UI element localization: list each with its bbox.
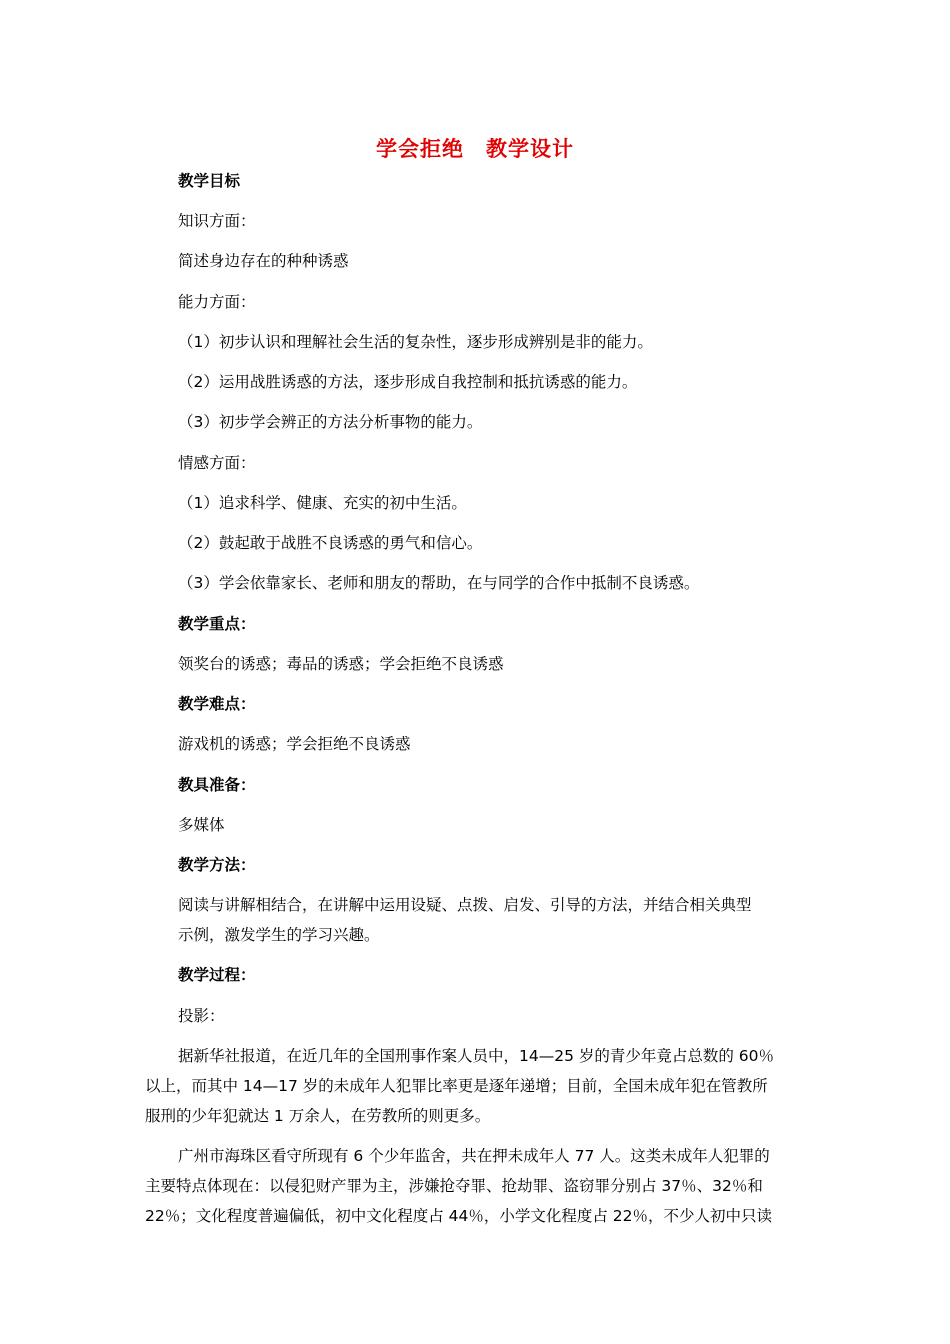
para2-line: 广州市海珠区看守所现有 6 个少年监舍，共在押未成年人 77 人。这类未成年人犯罪的 [178,1147,770,1165]
para1-line: 服刑的少年犯就达 1 万余人，在劳教所的则更多。 [145,1107,491,1125]
key-heading: 教学重点： [178,615,256,633]
tools-text: 多媒体 [178,816,225,834]
method-line-text: 阅读与讲解相结合，在讲解中运用设疑、点拨、启发、引导的方法，并结合相关典型 [178,896,752,914]
key-text: 领奖台的诱惑；毒品的诱惑；学会拒绝不良诱惑 [178,655,504,673]
emotion-item: （3）学会依靠家长、老师和朋友的帮助，在与同学的合作中抵制不良诱惑。 [178,574,700,592]
emotion-heading: 情感方面： [178,454,256,472]
process-heading: 教学过程： [178,966,256,984]
para2-line: 22％；文化程度普遍偏低，初中文化程度占 44％，小学文化程度占 22％，不少人初中只读 [145,1207,773,1225]
method-line: 示例，激发学生的学习兴趣。 [178,926,380,944]
ability-heading: 能力方面： [178,293,256,311]
para1-line: 以上，而其中 14—17 岁的未成年人犯罪比率更是逐年递增；目前，全国未成年犯在管教所 [145,1077,768,1095]
ability-item: （1）初步认识和理解社会生活的复杂性，逐步形成辨别是非的能力。 [178,333,653,351]
ability-item: （3）初步学会辨正的方法分析事物的能力。 [178,413,483,431]
method-heading: 教学方法： [178,856,256,874]
emotion-item: （1）追求科学、健康、充实的初中生活。 [178,494,467,512]
knowledge-text: 简述身边存在的种种诱惑 [178,252,349,270]
difficulty-text: 游戏机的诱惑；学会拒绝不良诱惑 [178,735,411,753]
difficulty-heading: 教学难点： [178,695,256,713]
goals-heading: 教学目标 [178,172,241,190]
projection-label: 投影： [178,1007,225,1025]
document-title: 学会拒绝 教学设计 [376,137,574,161]
tools-heading: 教具准备： [178,776,256,794]
ability-item: （2）运用战胜诱惑的方法，逐步形成自我控制和抵抗诱惑的能力。 [178,373,638,391]
knowledge-heading: 知识方面： [178,212,256,230]
emotion-item: （2）鼓起敢于战胜不良诱惑的勇气和信心。 [178,534,483,552]
method-line [178,895,752,915]
para2-line: 主要特点体现在：以侵犯财产罪为主，涉嫌抢夺罪、抢劫罪、盗窃罪分别占 37％、32％和 [145,1177,763,1195]
para1-line: 据新华社报道，在近几年的全国刑事作案人员中，14—25 岁的青少年竟占总数的 60％ [178,1047,775,1065]
